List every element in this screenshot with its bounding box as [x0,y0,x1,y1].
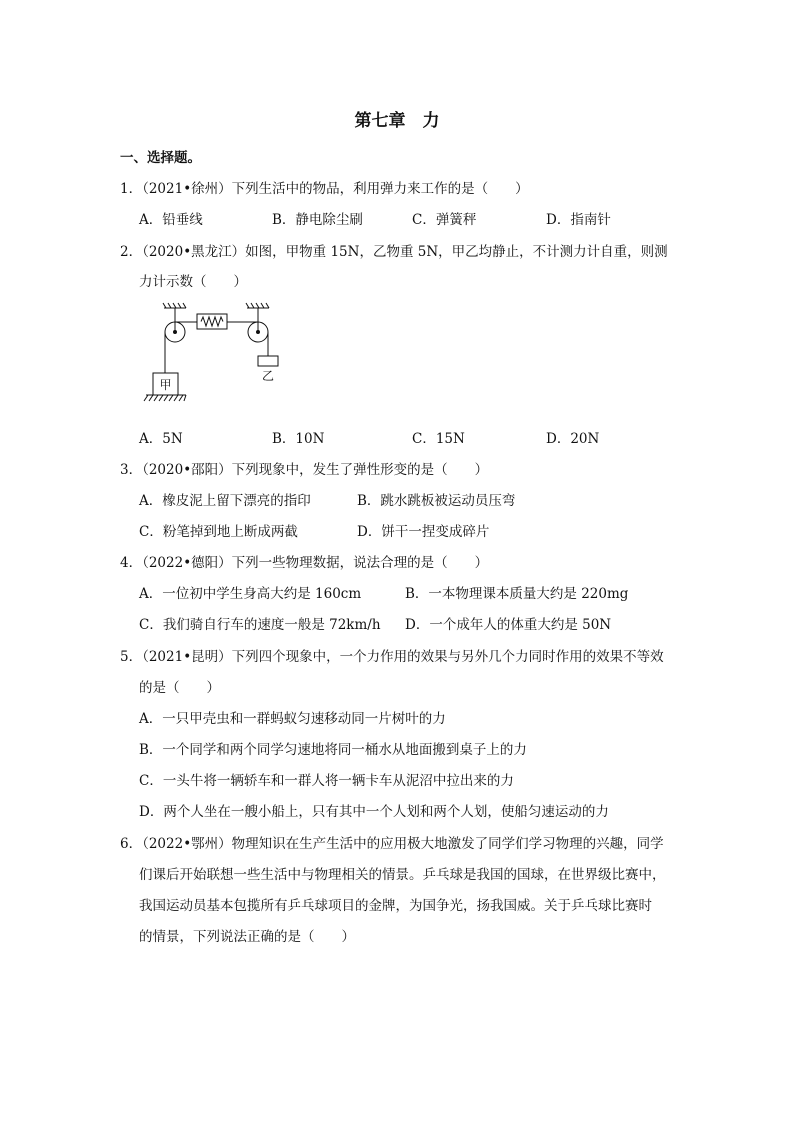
pulley-spring-figure [136,300,296,412]
question-1-option-a: A．铅垂线 [139,212,203,228]
question-5-option-d: D．两个人坐在一艘小船上，只有其中一个人划和两个人划，使船匀速运动的力 [139,804,609,820]
question-3-option-c: C．粉笔掉到地上断成两截 [139,524,298,540]
figure-label-jia: 甲 [159,378,172,392]
question-6-stem-line-4: 的情景，下列说法正确的是（ ） [139,929,355,945]
figure-label-yi: 乙 [261,369,275,383]
question-5-option-b: B．一个同学和两个同学匀速地将同一桶水从地面搬到桌子上的力 [139,742,527,758]
question-4-stem: 4．（2022•德阳）下列一些物理数据，说法合理的是（ ） [120,555,489,571]
page-title: 第七章 力 [354,111,440,131]
question-2-option-d: D．20N [546,431,600,447]
question-1-option-c: C．弹簧秤 [412,212,477,228]
question-5-stem-line-1: 5．（2021•昆明）下列四个现象中，一个力作用的效果与另外几个力同时作用的效果不等效 [120,649,664,665]
question-1-stem: 1．（2021•徐州）下列生活中的物品，利用弹力来工作的是（ ） [120,181,529,197]
question-2-option-c: C．15N [412,431,465,447]
question-2-option-a: A．5N [139,431,183,447]
question-5-option-a: A．一只甲壳虫和一群蚂蚁匀速移动同一片树叶的力 [139,711,446,727]
question-4-option-d: D．一个成年人的体重大约是 50N [405,617,612,633]
question-3-option-a: A．橡皮泥上留下漂亮的指印 [139,493,311,509]
section-heading: 一、选择题。 [120,150,201,166]
question-6-stem-line-1: 6．（2022•鄂州）物理知识在生产生活中的应用极大地激发了同学们学习物理的兴趣，同学 [120,836,664,852]
question-6-stem-line-3: 我国运动员基本包揽所有乒乓球项目的金牌，为国争光，扬我国威。关于乒乓球比赛时 [139,898,652,914]
question-3-option-d: D．饼干一捏变成碎片 [357,524,490,540]
question-4-option-c: C．我们骑自行车的速度一般是 72km/h [139,617,381,633]
question-1-option-b: B．静电除尘刷 [272,212,363,228]
question-5-option-c: C．一头牛将一辆轿车和一群人将一辆卡车从泥沼中拉出来的力 [139,773,514,789]
question-6-stem-line-2: 们课后开始联想一些生活中与物理相关的情景。乒乓球是我国的国球，在世界级比赛中， [139,867,666,883]
question-1-option-d: D．指南针 [546,212,611,228]
question-3-stem: 3．（2020•邵阳）下列现象中，发生了弹性形变的是（ ） [120,462,489,478]
question-2-option-b: B．10N [272,431,325,447]
question-2-stem-line-1: 2．（2020•黑龙江）如图，甲物重 15N，乙物重 5N，甲乙均静止，不计测力计自重，则测 [120,244,668,260]
question-3-option-b: B．跳水跳板被运动员压弯 [357,493,516,509]
question-5-stem-line-2: 的是（ ） [139,680,220,696]
question-4-option-b: B．一本物理课本质量大约是 220mg [405,586,629,602]
question-2-stem-line-2: 力计示数（ ） [139,274,247,290]
question-4-option-a: A．一位初中学生身高大约是 160cm [139,586,362,602]
